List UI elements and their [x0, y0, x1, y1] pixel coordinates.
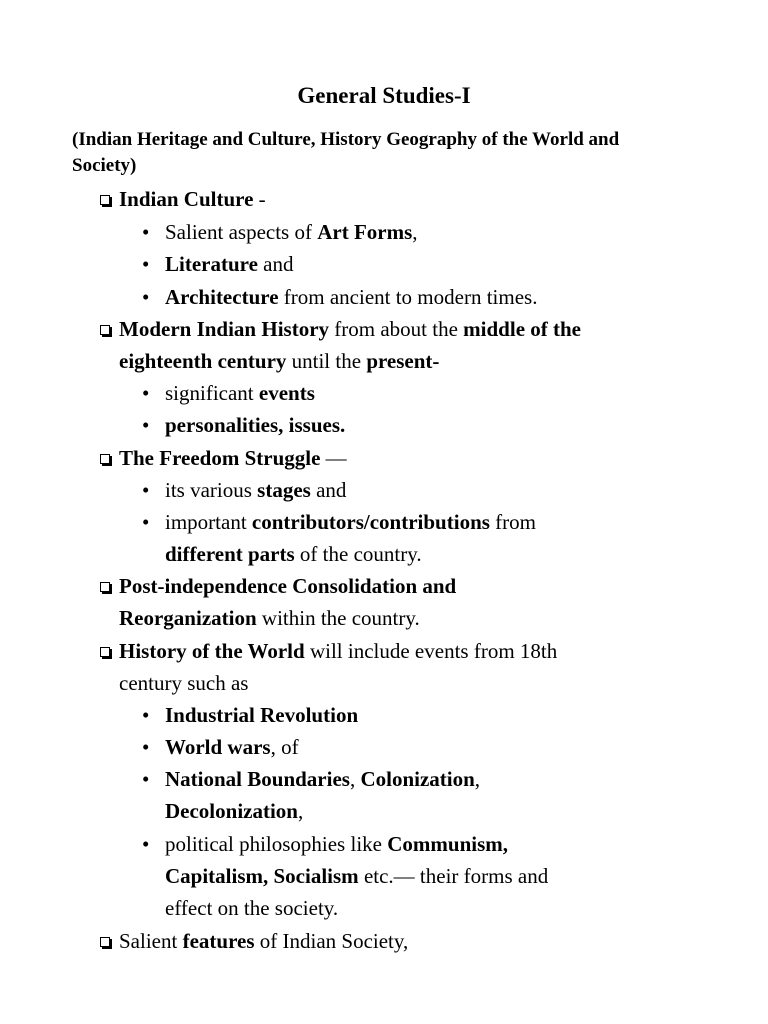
item-bold: Colonization	[360, 767, 475, 791]
section-world-history-cont	[119, 667, 248, 699]
section-modern-history-cont	[119, 345, 439, 377]
heading-text: Modern Indian History	[119, 317, 330, 341]
heading-text: History of the World	[119, 639, 305, 663]
item-text: Salient aspects of	[165, 220, 318, 244]
item-text: and	[310, 478, 347, 502]
bullet-icon: •	[142, 285, 150, 309]
heading-text: within the country.	[256, 606, 420, 630]
item-bold: Art Forms	[317, 220, 413, 244]
section-post-independence	[119, 570, 456, 602]
item-bold: Industrial Revolution	[165, 703, 359, 727]
heading-suffix: -	[253, 187, 266, 211]
section-freedom-struggle	[119, 442, 347, 474]
checkbox-icon	[100, 195, 110, 205]
heading-text: The Freedom Struggle	[119, 446, 321, 470]
item-text: ,	[297, 799, 304, 823]
item-bold: contributors/contributions	[251, 510, 490, 534]
heading-text: century such as	[119, 671, 249, 695]
heading-bold: middle of the	[463, 317, 581, 341]
item-bold: Architecture	[165, 285, 279, 309]
list-item-personalities	[142, 409, 346, 441]
item-text: from	[489, 510, 536, 534]
checkbox-icon	[100, 647, 110, 657]
checkbox-icon	[100, 937, 110, 947]
item-bold: different parts	[165, 542, 295, 566]
item-bold: National Boundaries	[165, 767, 350, 791]
heading-text: Indian Culture	[119, 187, 254, 211]
item-text: etc.— their forms and	[358, 864, 549, 888]
bullet-icon: •	[142, 381, 150, 405]
list-item-art-forms	[142, 216, 418, 248]
item-text: important	[165, 510, 252, 534]
list-item-world-wars	[142, 731, 299, 763]
item-bold: stages	[257, 478, 311, 502]
heading-bold: Reorganization	[119, 606, 257, 630]
heading-bold: features	[182, 929, 255, 953]
item-text: and	[257, 252, 294, 276]
item-text: significant	[165, 381, 259, 405]
bullet-icon: •	[142, 703, 150, 727]
item-text: effect on the society.	[165, 896, 339, 920]
item-text: , of	[270, 735, 299, 759]
item-text: ,	[474, 767, 481, 791]
section-indian-culture	[119, 183, 266, 215]
heading-bold: eighteenth century	[119, 349, 287, 373]
bullet-icon: •	[142, 413, 150, 437]
item-text: from ancient to modern times.	[278, 285, 538, 309]
item-text: of the country.	[294, 542, 422, 566]
heading-bold: present-	[366, 349, 440, 373]
heading-text: of Indian Society,	[254, 929, 409, 953]
list-item-philosophies-cont2	[165, 892, 338, 924]
item-bold: Communism,	[387, 832, 508, 856]
bullet-icon: •	[142, 220, 150, 244]
item-text: its various	[165, 478, 258, 502]
heading-text: from about the	[329, 317, 464, 341]
item-bold: Capitalism, Socialism	[165, 864, 359, 888]
page-title: General Studies-I	[297, 83, 471, 108]
heading-text: will include events from 18th	[304, 639, 558, 663]
heading-text: Post-independence Consolidation and	[119, 574, 457, 598]
heading-text: Salient	[119, 929, 183, 953]
item-bold: personalities, issues.	[165, 413, 346, 437]
item-bold: events	[258, 381, 315, 405]
bullet-icon: •	[142, 832, 150, 856]
heading-text: until the	[286, 349, 367, 373]
checkbox-icon	[100, 454, 110, 464]
list-item-contributors-cont	[165, 538, 422, 570]
section-world-history	[119, 635, 557, 667]
bullet-icon: •	[142, 510, 150, 534]
list-item-national-boundaries-cont	[165, 795, 303, 827]
list-item-philosophies-cont	[165, 860, 548, 892]
bullet-icon: •	[142, 767, 150, 791]
list-item-literature	[142, 248, 294, 280]
item-text: ,	[412, 220, 418, 244]
bullet-icon: •	[142, 735, 150, 759]
item-text: political philosophies like	[165, 832, 388, 856]
item-bold: World wars	[165, 735, 271, 759]
list-item-events	[142, 377, 315, 409]
bullet-icon: •	[142, 478, 150, 502]
bullet-icon: •	[142, 252, 150, 276]
list-item-stages	[142, 474, 347, 506]
item-bold: Decolonization	[165, 799, 298, 823]
list-item-contributors	[142, 506, 536, 538]
section-modern-history	[119, 313, 581, 345]
heading-suffix: —	[320, 446, 347, 470]
checkbox-icon	[100, 325, 110, 335]
section-indian-society	[119, 925, 408, 957]
item-text: ,	[349, 767, 361, 791]
section-post-independence-cont	[119, 602, 420, 634]
page-subtitle: (Indian Heritage and Culture, History Geography of the World and Society)	[72, 129, 620, 176]
checkbox-icon	[100, 582, 110, 592]
list-item-architecture	[142, 281, 538, 313]
list-item-national-boundaries	[142, 763, 481, 795]
item-bold: Literature	[165, 252, 258, 276]
list-item-philosophies	[142, 828, 508, 860]
list-item-industrial-revolution	[142, 699, 359, 731]
